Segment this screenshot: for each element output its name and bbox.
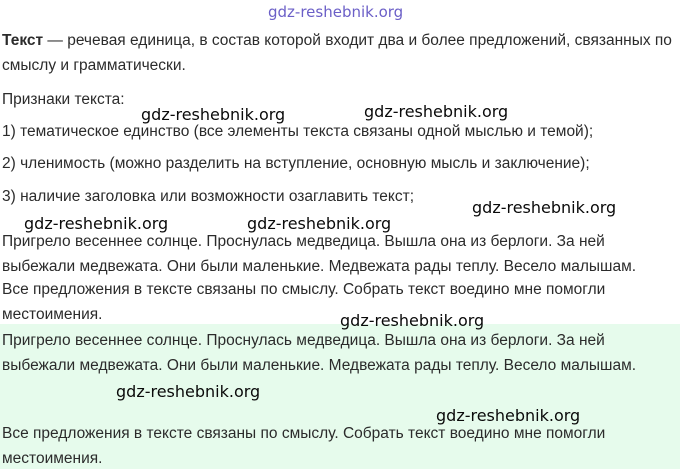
- watermark: gdz-reshebnik.org: [247, 214, 392, 233]
- answer-example-text: Пригрело весеннее солнце. Проснулась медведица. Вышла она из берлоги. За ней выбежали медвежата. Они были маленькие. Медвежата рады теплу. Весело малышам.: [2, 332, 637, 374]
- definition-text: — речевая единица, в состав которой входит два и более предложений, связанных по смыслу и грамматически.: [2, 32, 672, 74]
- watermark: gdz-reshebnik.org: [24, 214, 169, 233]
- watermark: gdz-reshebnik.org: [141, 105, 286, 124]
- answer-conclusion-text: Все предложения в тексте связаны по смыслу. Собрать текст воедино мне помогли местоимения.: [2, 425, 606, 467]
- conclusion-text: Все предложения в тексте связаны по смыслу. Собрать текст воедино мне помогли местоимения.: [2, 281, 606, 323]
- sign-item: 3) наличие заголовка или возможности озаглавить текст;: [2, 188, 414, 205]
- signs-heading: Признаки текста:: [2, 91, 125, 108]
- watermark: gdz-reshebnik.org: [268, 3, 404, 21]
- sign-item: 1) тематическое единство (все элементы текста связаны одной мыслью и темой);: [2, 123, 594, 140]
- definition-term: Текст: [2, 32, 44, 49]
- watermark: gdz-reshebnik.org: [436, 406, 581, 425]
- definition-paragraph: [2, 28, 678, 78]
- watermark: gdz-reshebnik.org: [364, 102, 509, 121]
- watermark: gdz-reshebnik.org: [472, 198, 617, 217]
- sign-item: 2) членимость (можно разделить на вступление, основную мысль и заключение);: [2, 155, 590, 172]
- watermark: gdz-reshebnik.org: [116, 382, 261, 401]
- watermark: gdz-reshebnik.org: [340, 311, 485, 330]
- example-text: Пригрело весеннее солнце. Проснулась медведица. Вышла она из берлоги. За ней выбежали медвежата. Они были маленькие. Медвежата рады теплу. Весело малышам.: [2, 233, 637, 275]
